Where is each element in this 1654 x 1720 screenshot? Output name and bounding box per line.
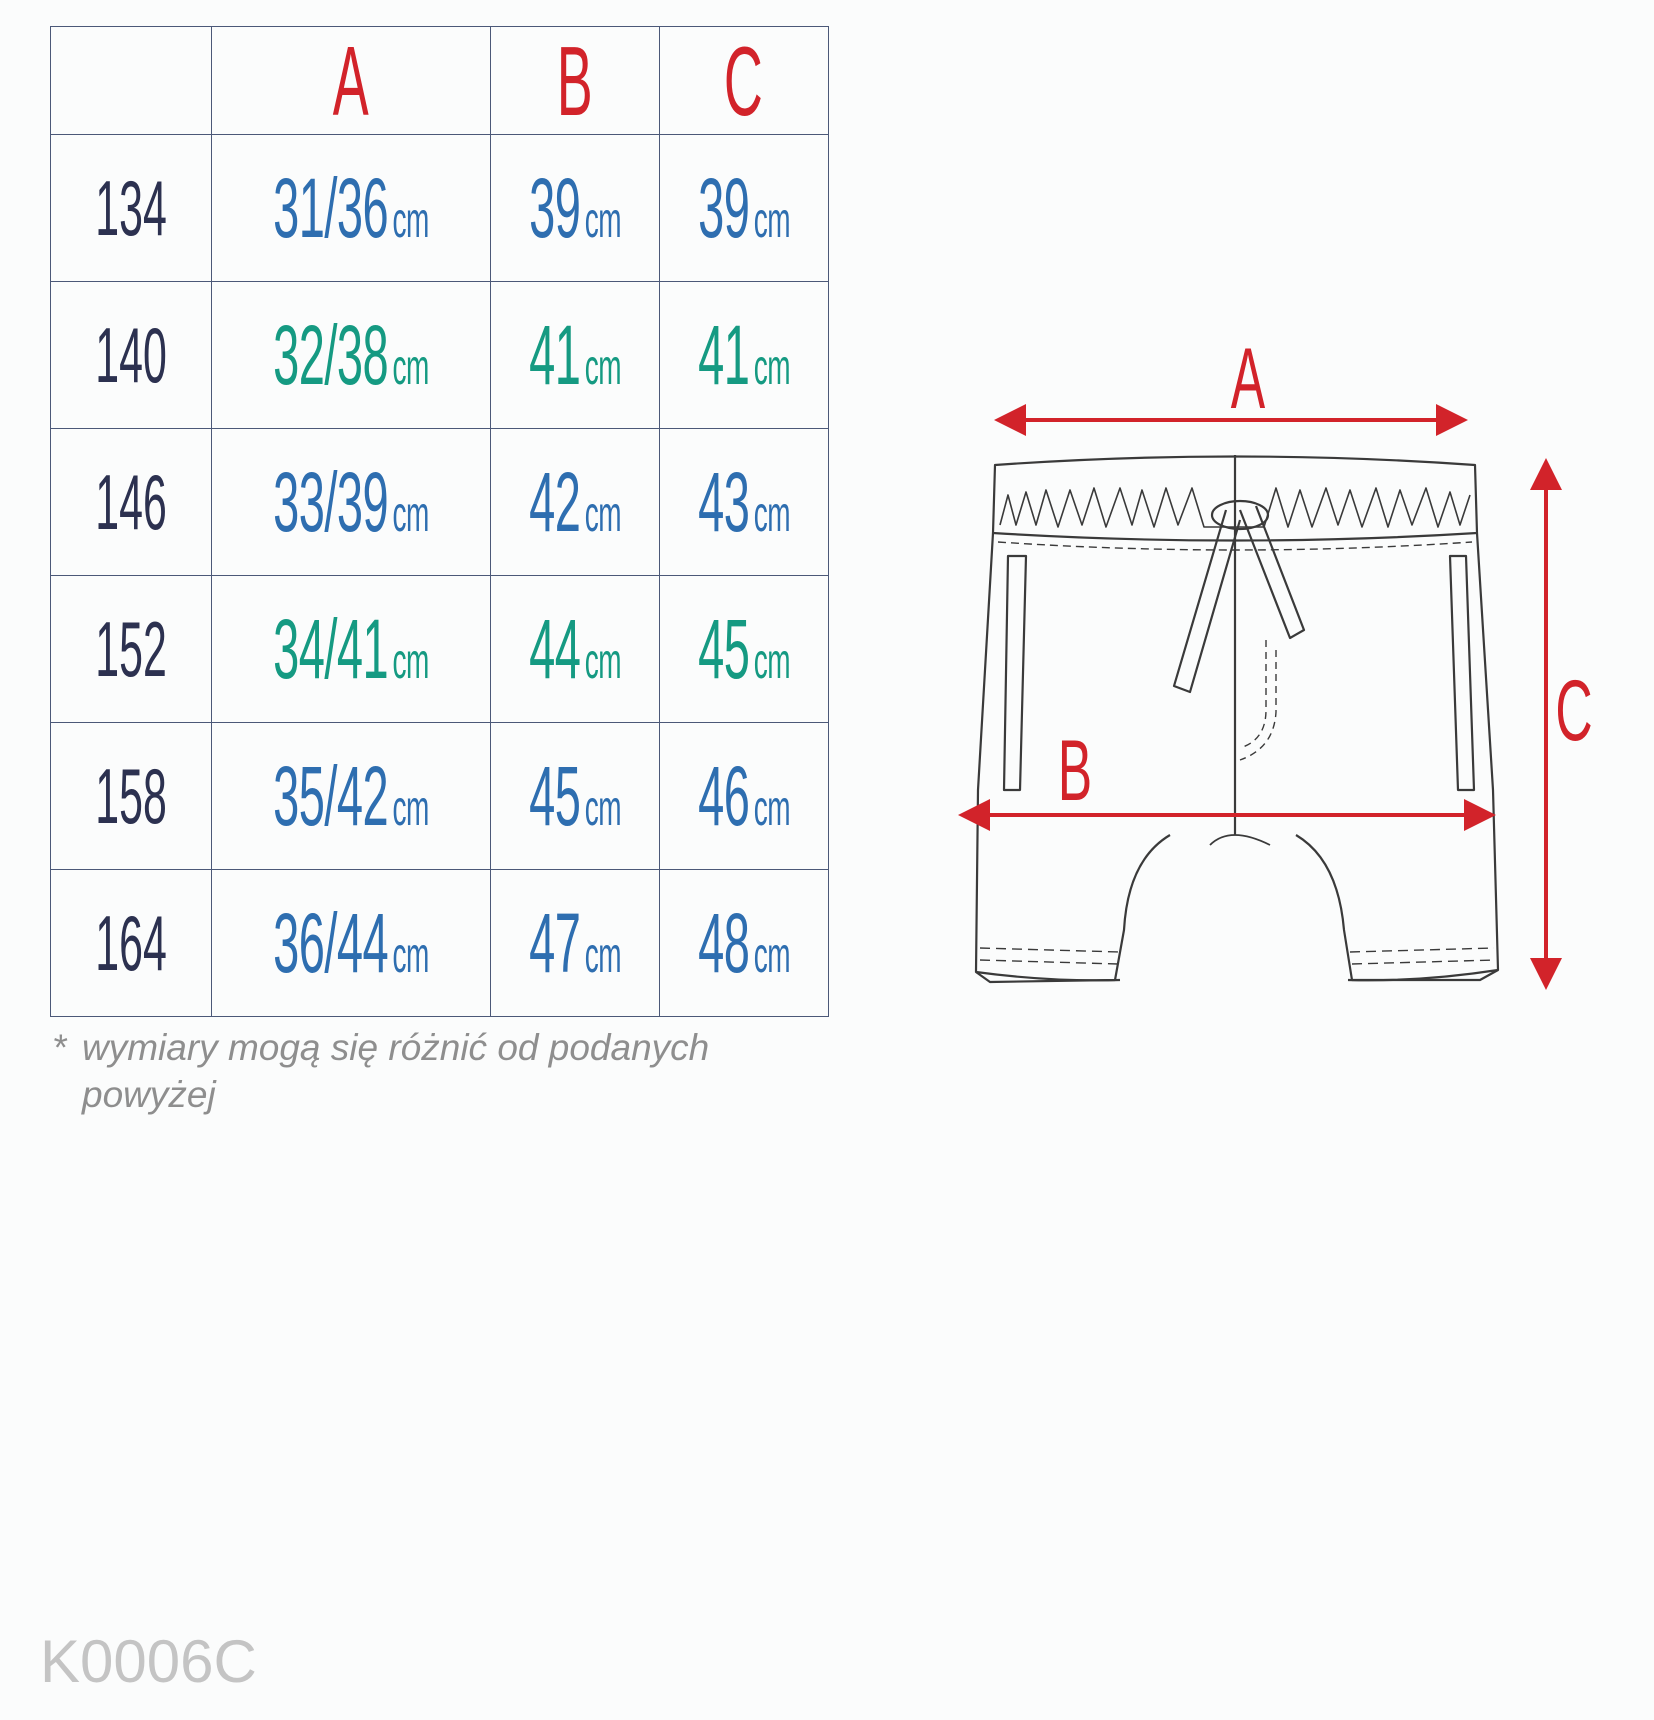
header-cell-c [659,27,828,135]
size-cell [51,429,212,576]
value-a [273,308,429,402]
unit-label: cm [584,633,621,689]
drawstring-right [1240,506,1304,638]
left-pocket [1004,556,1026,790]
value-a [273,749,429,843]
value-cell-c [659,282,828,429]
value-c [697,161,790,255]
value-cell-a [212,723,491,870]
value-b [528,896,621,990]
unit-label: cm [584,780,621,836]
drawstring-left [1174,510,1240,692]
value-cell-c [659,429,828,576]
column-label-b: B [556,25,593,136]
footnote-line-1: wymiary mogą się różnić od podanych [82,1027,710,1068]
right-pocket [1450,556,1474,790]
hem-stitch-right [1350,948,1495,964]
value-b-number: 44 [528,602,581,696]
value-cell-a [212,135,491,282]
value-cell-a [212,282,491,429]
footnote [52,1024,812,1118]
measurement-labels [1058,332,1593,820]
unit-label: cm [584,927,621,983]
size-cell [51,870,212,1017]
value-c-number: 39 [697,161,750,255]
value-c-number: 43 [697,455,750,549]
table-header-row [51,27,829,135]
size-cell [51,723,212,870]
header-empty-cell [51,27,212,135]
table-row [51,282,829,429]
size-cell [51,282,212,429]
value-b [528,602,621,696]
size-cell [51,576,212,723]
unit-label: cm [392,486,429,542]
size-label: 164 [95,899,167,987]
value-a [273,896,429,990]
unit-label: cm [753,486,790,542]
hem-stitch-left [980,948,1120,964]
unit-label: cm [392,780,429,836]
value-a [273,455,429,549]
header-cell-a [212,27,491,135]
value-a [273,602,429,696]
size-label: 158 [95,752,167,840]
shorts-diagram [940,320,1600,1010]
size-label: 146 [95,458,167,546]
value-b [528,749,621,843]
value-b [528,308,621,402]
unit-label: cm [392,633,429,689]
unit-label: cm [392,339,429,395]
shorts-outline [976,455,1498,982]
value-a [273,161,429,255]
size-cell [51,135,212,282]
unit-label: cm [584,192,621,248]
value-cell-c [659,135,828,282]
header-cell-b [490,27,659,135]
value-cell-b [490,576,659,723]
value-cell-c [659,723,828,870]
unit-label: cm [753,192,790,248]
value-b [528,455,621,549]
table-row [51,429,829,576]
value-cell-b [490,135,659,282]
size-label: 140 [95,311,167,399]
value-a-number: 31/36 [273,161,389,255]
unit-label: cm [392,192,429,248]
value-c [697,455,790,549]
leg-hem-right [1348,970,1498,980]
size-table [50,26,829,1017]
unit-label: cm [584,486,621,542]
column-label-a: A [332,25,369,136]
value-b-number: 42 [528,455,581,549]
value-cell-b [490,429,659,576]
size-label: 134 [95,164,167,252]
diagram-label-b: B [1057,723,1093,820]
table-row [51,723,829,870]
value-a-number: 34/41 [273,602,389,696]
value-cell-a [212,870,491,1017]
unit-label: cm [753,780,790,836]
footnote-line-2: powyżej [82,1074,216,1115]
column-label-c: C [724,25,764,136]
size-label: 152 [95,605,167,693]
unit-label: cm [392,927,429,983]
value-c [697,308,790,402]
table-row [51,135,829,282]
value-cell-a [212,429,491,576]
diagram-label-a: A [1230,331,1266,428]
value-a-number: 35/42 [273,749,389,843]
value-c-number: 45 [697,602,750,696]
unit-label: cm [584,339,621,395]
table-row [51,576,829,723]
unit-label: cm [753,633,790,689]
fly-stitch [1240,640,1266,748]
value-b-number: 47 [528,896,581,990]
footnote-marker: * [52,1027,67,1068]
value-c-number: 48 [697,896,750,990]
diagram-label-c: C [1555,663,1593,760]
value-b-number: 45 [528,749,581,843]
value-c-number: 46 [697,749,750,843]
value-c [697,896,790,990]
value-c [697,749,790,843]
value-c [697,602,790,696]
value-b [528,161,621,255]
crotch-detail [1210,835,1270,845]
unit-label: cm [753,339,790,395]
product-code: K0006C [40,1628,257,1695]
fly-stitch-outer [1240,650,1276,760]
value-b-number: 41 [528,308,581,402]
value-b-number: 39 [528,161,581,255]
value-cell-b [490,723,659,870]
value-cell-a [212,576,491,723]
table-row [51,870,829,1017]
value-a-number: 32/38 [273,308,389,402]
leg-hem-left [976,972,1120,980]
value-cell-b [490,282,659,429]
value-cell-b [490,870,659,1017]
unit-label: cm [753,927,790,983]
value-c-number: 41 [697,308,750,402]
value-a-number: 36/44 [273,896,389,990]
value-a-number: 33/39 [273,455,389,549]
value-cell-c [659,870,828,1017]
value-cell-c [659,576,828,723]
